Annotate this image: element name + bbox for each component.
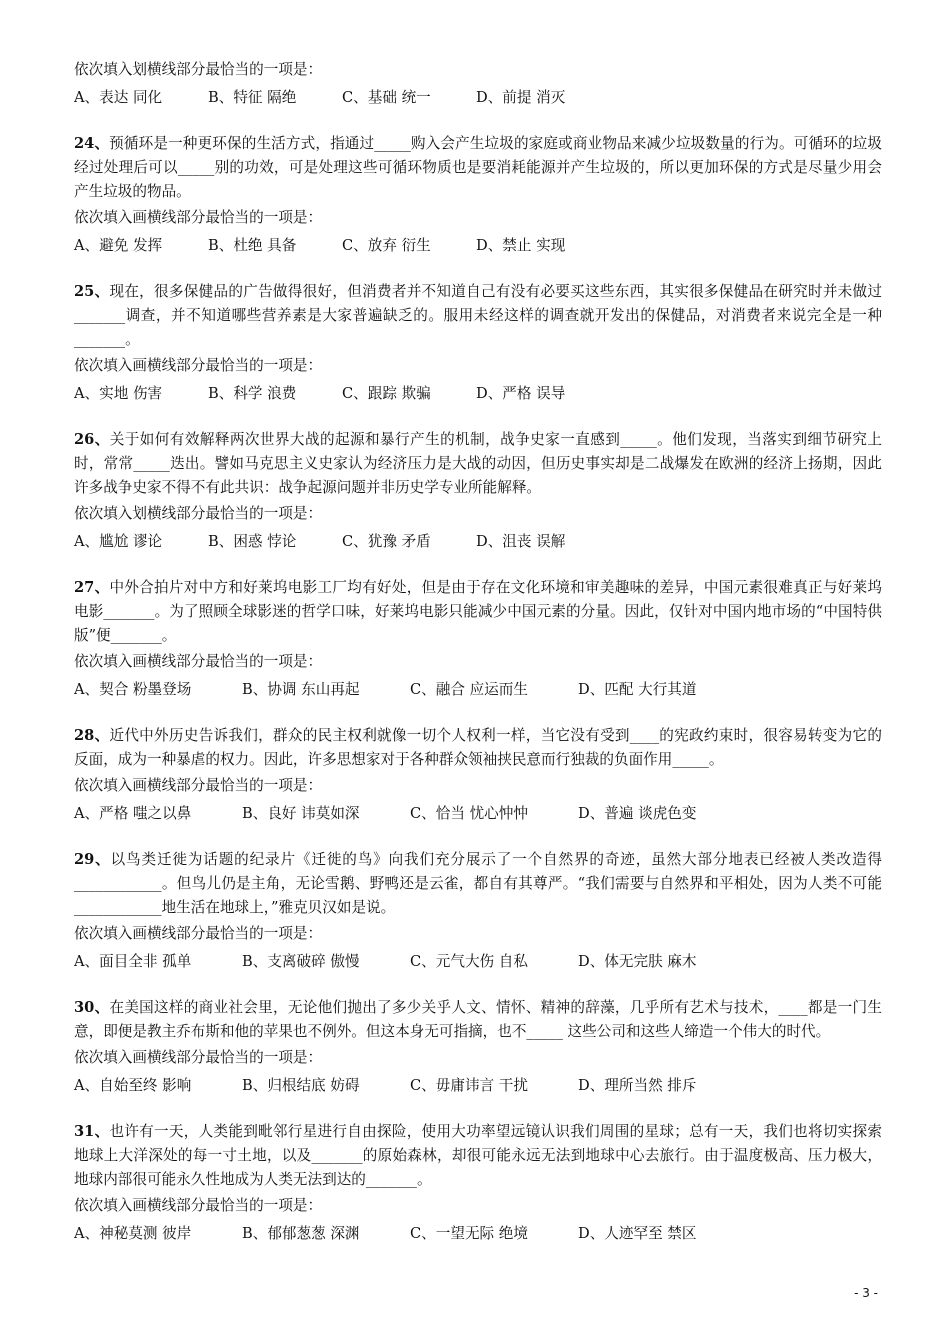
options-row bbox=[74, 234, 882, 258]
option-a[interactable]: A、严格 嗤之以鼻 bbox=[74, 805, 192, 822]
question-30 bbox=[74, 996, 882, 1098]
question-29 bbox=[74, 848, 882, 974]
options-row bbox=[74, 86, 882, 110]
question-prompt: 依次填入画横线部分最恰当的一项是： bbox=[74, 1049, 323, 1066]
option-d[interactable]: D、禁止 实现 bbox=[476, 237, 566, 254]
question-prompt: 依次填入画横线部分最恰当的一项是： bbox=[74, 209, 323, 226]
options-row bbox=[74, 382, 882, 406]
option-c[interactable]: C、跟踪 欺骗 bbox=[342, 385, 431, 402]
question-number: 31、 bbox=[74, 1123, 110, 1140]
option-d[interactable]: D、体无完肤 麻木 bbox=[578, 953, 697, 970]
question-number: 26、 bbox=[74, 431, 110, 448]
question-stem bbox=[74, 428, 882, 500]
option-b[interactable]: B、支离破碎 傲慢 bbox=[242, 953, 360, 970]
question-26 bbox=[74, 428, 882, 554]
question-27 bbox=[74, 576, 882, 702]
option-c[interactable]: C、放弃 衍生 bbox=[342, 237, 431, 254]
option-b[interactable]: B、困惑 悖论 bbox=[208, 533, 297, 550]
question-stem bbox=[74, 132, 882, 204]
option-c[interactable]: C、犹豫 矛盾 bbox=[342, 533, 431, 550]
option-d[interactable]: D、沮丧 误解 bbox=[476, 533, 566, 550]
option-a[interactable]: A、实地 伤害 bbox=[74, 385, 163, 402]
question-31 bbox=[74, 1120, 882, 1246]
question-number: 29、 bbox=[74, 851, 111, 868]
question-prompt: 依次填入画横线部分最恰当的一项是： bbox=[74, 357, 323, 374]
question-24 bbox=[74, 132, 882, 258]
option-d[interactable]: D、人迹罕至 禁区 bbox=[578, 1225, 697, 1242]
question-stem bbox=[74, 848, 882, 920]
question-number: 27、 bbox=[74, 579, 110, 596]
option-a[interactable]: A、尴尬 谬论 bbox=[74, 533, 163, 550]
option-a[interactable]: A、表达 同化 bbox=[74, 89, 163, 106]
option-c[interactable]: C、元气大伤 自私 bbox=[410, 953, 528, 970]
question-stem bbox=[74, 280, 882, 352]
options-row bbox=[74, 802, 882, 826]
options-row bbox=[74, 950, 882, 974]
option-a[interactable]: A、自始至终 影响 bbox=[74, 1077, 192, 1094]
option-b[interactable]: B、良好 讳莫如深 bbox=[242, 805, 360, 822]
options-row bbox=[74, 678, 882, 702]
question-text: 也许有一天，人类能到毗邻行星进行自由探险，使用大功率望远镜认识我们周围的星球；总有一天，我们也将切实探索地球上大洋深处的每一寸土地，以及_______的原始森林，却很可能永远无法到地球中心去旅行。由于温度极高、压力极大，地球内部很可能永久性地成为人类无法到达的_______。 bbox=[74, 1123, 883, 1188]
option-c[interactable]: C、一望无际 绝境 bbox=[410, 1225, 528, 1242]
option-c[interactable]: C、恰当 忧心忡忡 bbox=[410, 805, 528, 822]
option-d[interactable]: D、理所当然 排斥 bbox=[578, 1077, 697, 1094]
question-stem bbox=[74, 724, 882, 772]
option-b[interactable]: B、科学 浪费 bbox=[208, 385, 297, 402]
question-number: 30、 bbox=[74, 999, 110, 1016]
question-prompt: 依次填入划横线部分最恰当的一项是： bbox=[74, 61, 323, 78]
options-row bbox=[74, 530, 882, 554]
question-prompt: 依次填入划横线部分最恰当的一项是： bbox=[74, 505, 323, 522]
question-text: 关于如何有效解释两次世界大战的起源和暴行产生的机制，战争史家一直感到_____。他们发现，当落实到细节研究上时，常常_____迭出。譬如马克思主义史家认为经济压力是大战的动因，但历史事实却是二战爆发在欧洲的经济上扬期，因此许多战争史家不得不有此共识：战争起源问题并非历史学专业所能解释。 bbox=[74, 431, 882, 496]
question-25 bbox=[74, 280, 882, 406]
question-text: 中外合拍片对中方和好莱坞电影工厂均有好处，但是由于存在文化环境和审美趣味的差异，中国元素很难真正与好莱坞电影_______。为了照顾全球影迷的哲学口味，好莱坞电影只能减少中国元素的分量。因此，仅针对中国内地市场的“中国特供版”便_______。 bbox=[74, 579, 883, 644]
option-d[interactable]: D、前提 消灭 bbox=[476, 89, 566, 106]
options-row bbox=[74, 1222, 882, 1246]
question-text: 以鸟类迁徙为话题的纪录片《迁徙的鸟》向我们充分展示了一个自然界的奇迹，虽然大部分地表已经被人类改造得____________。但鸟儿仍是主角，无论雪鹅、野鸭还是云雀，都自有其尊严。“我们需要与自然界和平相处，因为人类不可能____________地生活在地球上，”雅克贝汉如是说。 bbox=[74, 851, 882, 916]
question-prompt: 依次填入画横线部分最恰当的一项是： bbox=[74, 777, 323, 794]
question-text: 近代中外历史告诉我们，群众的民主权利就像一切个人权利一样，当它没有受到____的宪政约束时，很容易转变为它的反面，成为一种暴虐的权力。因此，许多思想家对于各种群众领袖挟民意而行独裁的负面作用_____。 bbox=[74, 727, 882, 768]
option-c[interactable]: C、毋庸讳言 干扰 bbox=[410, 1077, 528, 1094]
option-a[interactable]: A、契合 粉墨登场 bbox=[74, 681, 192, 698]
option-d[interactable]: D、严格 误导 bbox=[476, 385, 566, 402]
question-stem bbox=[74, 996, 882, 1044]
question-prompt: 依次填入画横线部分最恰当的一项是： bbox=[74, 925, 323, 942]
question-28 bbox=[74, 724, 882, 826]
question-text: 预循环是一种更环保的生活方式，指通过_____购入会产生垃圾的家庭或商业物品来减少垃圾数量的行为。可循环的垃圾经过处理后可以_____别的功效，可是处理这些可循环物质也是要消耗能源并产生垃圾的，所以更加环保的方式是尽量少用会产生垃圾的物品。 bbox=[74, 135, 882, 200]
option-d[interactable]: D、匹配 大行其道 bbox=[578, 681, 697, 698]
option-a[interactable]: A、神秘莫测 彼岸 bbox=[74, 1225, 192, 1242]
question-text: 在美国这样的商业社会里，无论他们抛出了多少关乎人文、情怀、精神的辞藻，几乎所有艺术与技术，____都是一门生意，即便是教主乔布斯和他的苹果也不例外。但这本身无可指摘，也不_____ 这些公司和这些人缔造一个伟大的时代。 bbox=[74, 999, 882, 1040]
option-d[interactable]: D、普遍 谈虎色变 bbox=[578, 805, 697, 822]
option-a[interactable]: A、避免 发挥 bbox=[74, 237, 163, 254]
option-c[interactable]: C、融合 应运而生 bbox=[410, 681, 528, 698]
page-number: - 3 - bbox=[854, 1286, 878, 1300]
option-b[interactable]: B、杜绝 具备 bbox=[208, 237, 297, 254]
option-b[interactable]: B、归根结底 妨碍 bbox=[242, 1077, 360, 1094]
option-c[interactable]: C、基础 统一 bbox=[342, 89, 431, 106]
question-23 bbox=[74, 58, 882, 110]
question-number: 24、 bbox=[74, 135, 110, 152]
options-row bbox=[74, 1074, 882, 1098]
option-a[interactable]: A、面目全非 孤单 bbox=[74, 953, 192, 970]
option-b[interactable]: B、郁郁葱葱 深渊 bbox=[242, 1225, 360, 1242]
question-text: 现在，很多保健品的广告做得很好，但消费者并不知道自己有没有必要买这些东西，其实很多保健品在研究时并未做过_______调查，并不知道哪些营养素是大家普遍缺乏的。服用未经这样的调查就开发出的保健品，对消费者来说完全是一种_______。 bbox=[74, 283, 883, 348]
question-number: 25、 bbox=[74, 283, 110, 300]
document-body bbox=[74, 58, 882, 1268]
question-stem bbox=[74, 1120, 882, 1192]
question-prompt: 依次填入画横线部分最恰当的一项是： bbox=[74, 1197, 323, 1214]
option-b[interactable]: B、协调 东山再起 bbox=[242, 681, 360, 698]
option-b[interactable]: B、特征 隔绝 bbox=[208, 89, 297, 106]
question-number: 28、 bbox=[74, 727, 110, 744]
question-stem bbox=[74, 576, 882, 648]
question-prompt: 依次填入画横线部分最恰当的一项是： bbox=[74, 653, 323, 670]
